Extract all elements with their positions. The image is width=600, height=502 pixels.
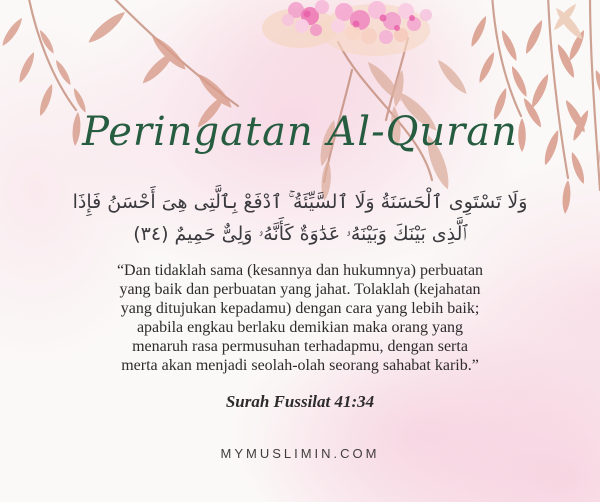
- website-label: MYMUSLIMIN.COM: [220, 446, 380, 461]
- translation-line: menaruh rasa permusuhan terhadapmu, dengan serta: [132, 338, 468, 355]
- translation-line: “Dan tidaklah sama (kesannya dan hukumnya) perbuatan: [116, 262, 484, 279]
- translation-text: [60, 261, 540, 375]
- arabic-verse: [0, 186, 600, 250]
- page-title: Peringatan Al-Quran: [82, 109, 518, 155]
- translation-line: yang ditujukan kepadamu) dengan cara yang lebih baik;: [120, 300, 480, 317]
- arabic-verse-line: ٱلَّذِى بَيْنَكَ وَبَيْنَهُۥ عَدَٰوَةٌ كَأَنَّهُۥ وَلِىٌّ حَمِيمٌ (٣٤): [133, 223, 467, 245]
- translation-line: merta akan menjadi seolah-olah seorang sahabat karib.”: [121, 357, 479, 374]
- translation-line: yang baik dan perbuatan yang jahat. Tolaklah (kejahatan: [119, 281, 481, 298]
- surah-reference: Surah Fussilat 41:34: [225, 392, 375, 411]
- arabic-verse-line: وَلَا تَسْتَوِى ٱلْحَسَنَةُ وَلَا ٱلسَّيِّئَةُ ۚ ٱدْفَعْ بِٱلَّتِى هِىَ أَحْسَنُ فَإِذَا: [72, 191, 528, 213]
- translation-line: apabila engkau berlaku demikian maka orang yang: [136, 319, 464, 336]
